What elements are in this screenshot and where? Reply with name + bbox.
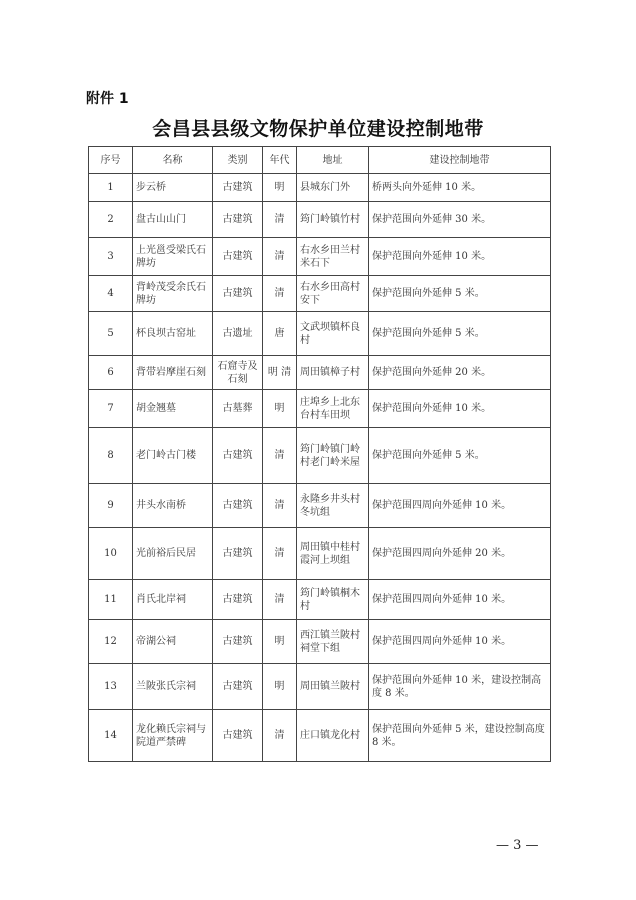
cell-name: 步云桥 [133,174,213,202]
cell-control-zone: 保护范围四周向外延伸 10 米。 [369,484,551,528]
cell-address: 筠门岭镇桐木村 [297,580,369,620]
header-address: 地址 [297,147,369,174]
cell-control-zone: 保护范围向外延伸 5 米，建设控制高度 8 米。 [369,710,551,762]
table-row [89,390,551,428]
header-type: 类别 [213,147,263,174]
cell-no: 4 [89,276,133,312]
cell-address: 筠门岭镇门岭村老门岭米屋 [297,428,369,484]
cell-control-zone: 保护范围向外延伸 5 米。 [369,276,551,312]
cell-type: 古墓葬 [213,390,263,428]
cell-no: 1 [89,174,133,202]
header-era: 年代 [263,147,297,174]
header-no: 序号 [89,147,133,174]
cell-type: 古遗址 [213,312,263,356]
cell-address: 永隆乡井头村冬坑组 [297,484,369,528]
cell-control-zone: 桥两头向外延伸 10 米。 [369,174,551,202]
cell-era: 唐 [263,312,297,356]
cell-era: 明 [263,390,297,428]
cell-type: 古建筑 [213,528,263,580]
cell-name: 井头水南桥 [133,484,213,528]
cell-address: 周田镇樟子村 [297,356,369,390]
cell-name: 盘古山山门 [133,202,213,238]
table-row [89,528,551,580]
cell-control-zone: 保护范围四周向外延伸 10 米。 [369,580,551,620]
cell-address: 庄口镇龙化村 [297,710,369,762]
heritage-control-zone-table [88,146,551,762]
cell-no: 9 [89,484,133,528]
cell-type: 古建筑 [213,664,263,710]
cell-era: 清 [263,238,297,276]
cell-no: 10 [89,528,133,580]
cell-no: 7 [89,390,133,428]
cell-type: 古建筑 [213,484,263,528]
cell-name: 兰陂张氏宗祠 [133,664,213,710]
cell-no: 8 [89,428,133,484]
cell-type: 古建筑 [213,276,263,312]
table-row [89,580,551,620]
document-title: 会昌县县级文物保护单位建设控制地带 [152,118,484,140]
table-row [89,312,551,356]
cell-type: 石窟寺及石刻 [213,356,263,390]
cell-control-zone: 保护范围向外延伸 5 米。 [369,312,551,356]
table-header-row [89,147,551,174]
cell-address: 庄埠乡上北东台村车田坝 [297,390,369,428]
table-row [89,620,551,664]
cell-no: 2 [89,202,133,238]
cell-era: 清 [263,276,297,312]
table-row [89,238,551,276]
attachment-label: 附件 1 [86,91,129,107]
cell-type: 古建筑 [213,428,263,484]
cell-era: 明 [263,174,297,202]
cell-no: 5 [89,312,133,356]
cell-era: 清 [263,710,297,762]
cell-name: 杯良坝古窑址 [133,312,213,356]
cell-name: 光前裕后民居 [133,528,213,580]
cell-era: 清 [263,428,297,484]
cell-no: 3 [89,238,133,276]
cell-type: 古建筑 [213,238,263,276]
page-number: — 3 — [496,838,539,853]
table-row [89,202,551,238]
cell-era: 明 [263,664,297,710]
cell-address: 筠门岭镇竹村 [297,202,369,238]
cell-name: 龙化赖氏宗祠与院道严禁碑 [133,710,213,762]
cell-address: 右水乡田高村安下 [297,276,369,312]
cell-name: 胡金翘墓 [133,390,213,428]
cell-address: 西江镇兰陂村祠堂下组 [297,620,369,664]
cell-name: 帝湖公祠 [133,620,213,664]
cell-type: 古建筑 [213,620,263,664]
cell-era: 清 [263,202,297,238]
cell-era: 清 [263,484,297,528]
header-name: 名称 [133,147,213,174]
cell-no: 11 [89,580,133,620]
cell-era: 明 清 [263,356,297,390]
cell-era: 清 [263,580,297,620]
cell-name: 背带岩摩崖石刻 [133,356,213,390]
cell-name: 上光邕受梁氏石牌坊 [133,238,213,276]
table-row [89,276,551,312]
cell-address: 右水乡田兰村米石下 [297,238,369,276]
table-row [89,428,551,484]
cell-address: 文武坝镇杯良村 [297,312,369,356]
cell-name: 老门岭古门楼 [133,428,213,484]
cell-era: 清 [263,528,297,580]
cell-type: 古建筑 [213,202,263,238]
cell-no: 13 [89,664,133,710]
cell-name: 肖氏北岸祠 [133,580,213,620]
cell-control-zone: 保护范围向外延伸 5 米。 [369,428,551,484]
cell-no: 14 [89,710,133,762]
table-row [89,710,551,762]
cell-control-zone: 保护范围向外延伸 10 米。 [369,390,551,428]
cell-control-zone: 保护范围向外延伸 30 米。 [369,202,551,238]
cell-address: 县城东门外 [297,174,369,202]
table-row [89,664,551,710]
cell-name: 背岭茂受余氏石牌坊 [133,276,213,312]
cell-no: 6 [89,356,133,390]
cell-control-zone: 保护范围四周向外延伸 20 米。 [369,528,551,580]
cell-address: 周田镇中桂村霞河上坝组 [297,528,369,580]
table-row [89,484,551,528]
cell-control-zone: 保护范围向外延伸 20 米。 [369,356,551,390]
cell-no: 12 [89,620,133,664]
cell-type: 古建筑 [213,174,263,202]
cell-address: 周田镇兰陂村 [297,664,369,710]
cell-control-zone: 保护范围向外延伸 10 米，建设控制高度 8 米。 [369,664,551,710]
table-row [89,174,551,202]
cell-control-zone: 保护范围向外延伸 10 米。 [369,238,551,276]
cell-type: 古建筑 [213,710,263,762]
header-control-zone: 建设控制地带 [369,147,551,174]
cell-era: 明 [263,620,297,664]
cell-control-zone: 保护范围四周向外延伸 10 米。 [369,620,551,664]
cell-type: 古建筑 [213,580,263,620]
table-row [89,356,551,390]
